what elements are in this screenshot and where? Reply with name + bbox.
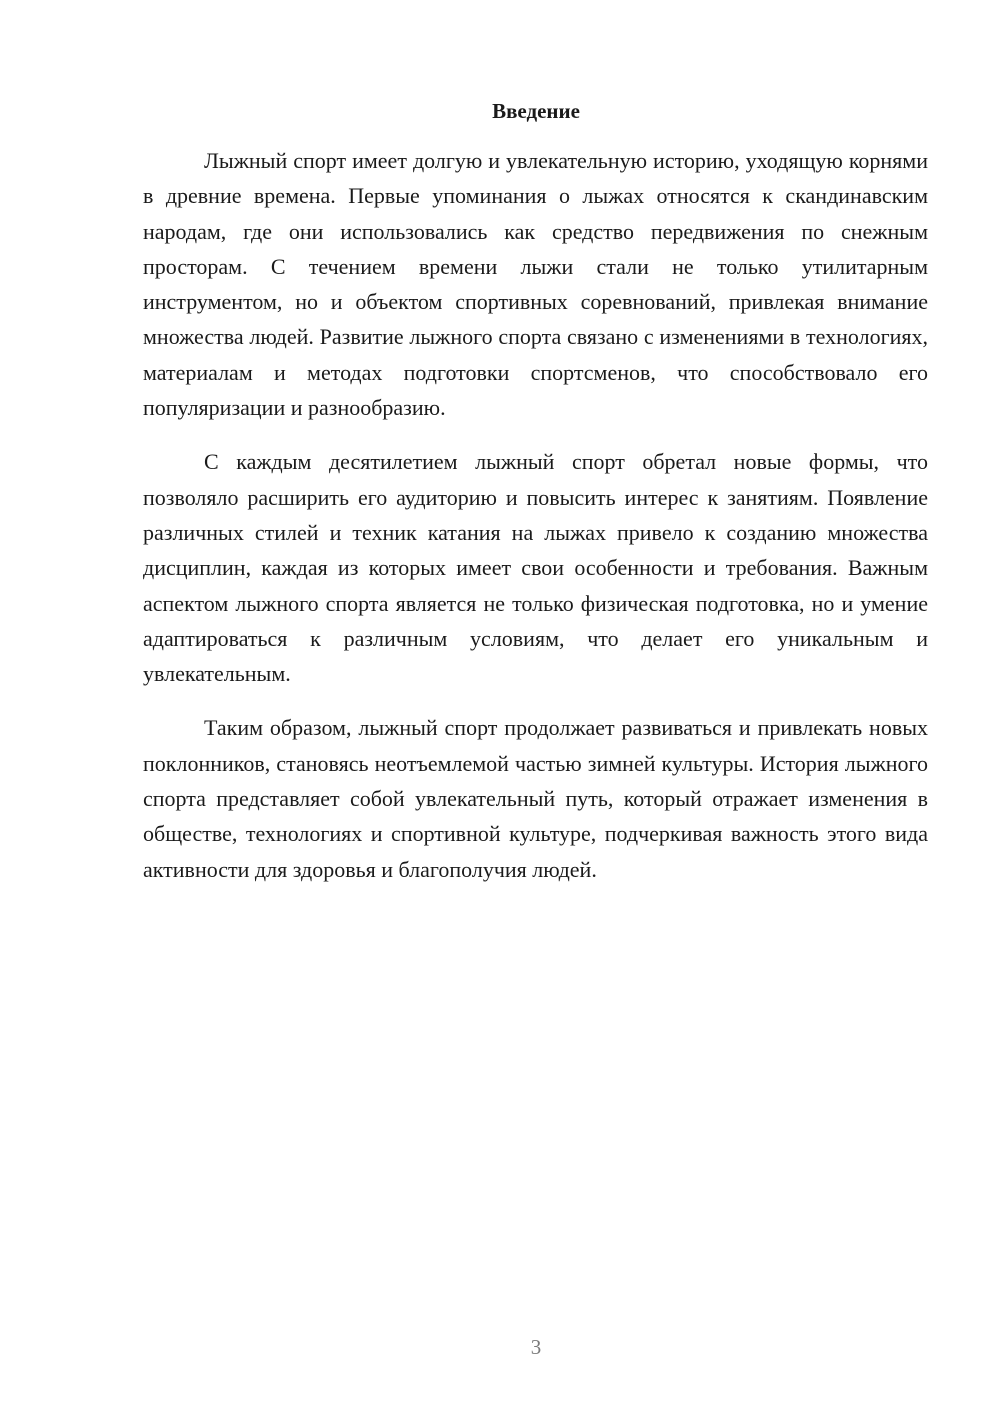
body-text [143, 143, 928, 906]
page-number: 3 [530, 1335, 542, 1359]
paragraph-2: С каждым десятилетием лыжный спорт обретал новые формы, что позволяло расширить его аудиторию и повысить интерес к занятиям. Появление различных стилей и техник катания на лыжах привело к созданию множества дисциплин, каждая из которых имеет свои особенности и требования. Важным аспектом лыжного спорта является не только физическая подготовка, но и умение адаптироваться к различным условиям, что делает его уникальным и увлекательным. [143, 449, 928, 687]
paragraph-1: Лыжный спорт имеет долгую и увлекательную историю, уходящую корнями в древние времена. Первые упоминания о лыжах относятся к скандинавским народам, где они использовались как средство передвижения по снежным просторам. С течением времени лыжи стали не только утилитарным инструментом, но и объектом спортивных соревнований, привлекая внимание множества людей. Развитие лыжного спорта связано с изменениями в технологиях, материалам и методах подготовки спортсменов, что способствовало его популяризации и разнообразию. [143, 148, 928, 421]
page-title: Введение [492, 99, 580, 123]
paragraph-3: Таким образом, лыжный спорт продолжает развиваться и привлекать новых поклонников, становясь неотъемлемой частью зимней культуры. История лыжного спорта представляет собой увлекательный путь, который отражает изменения в обществе, технологиях и спортивной культуре, подчеркивая важность этого вида активности для здоровья и благополучия людей. [143, 715, 928, 882]
